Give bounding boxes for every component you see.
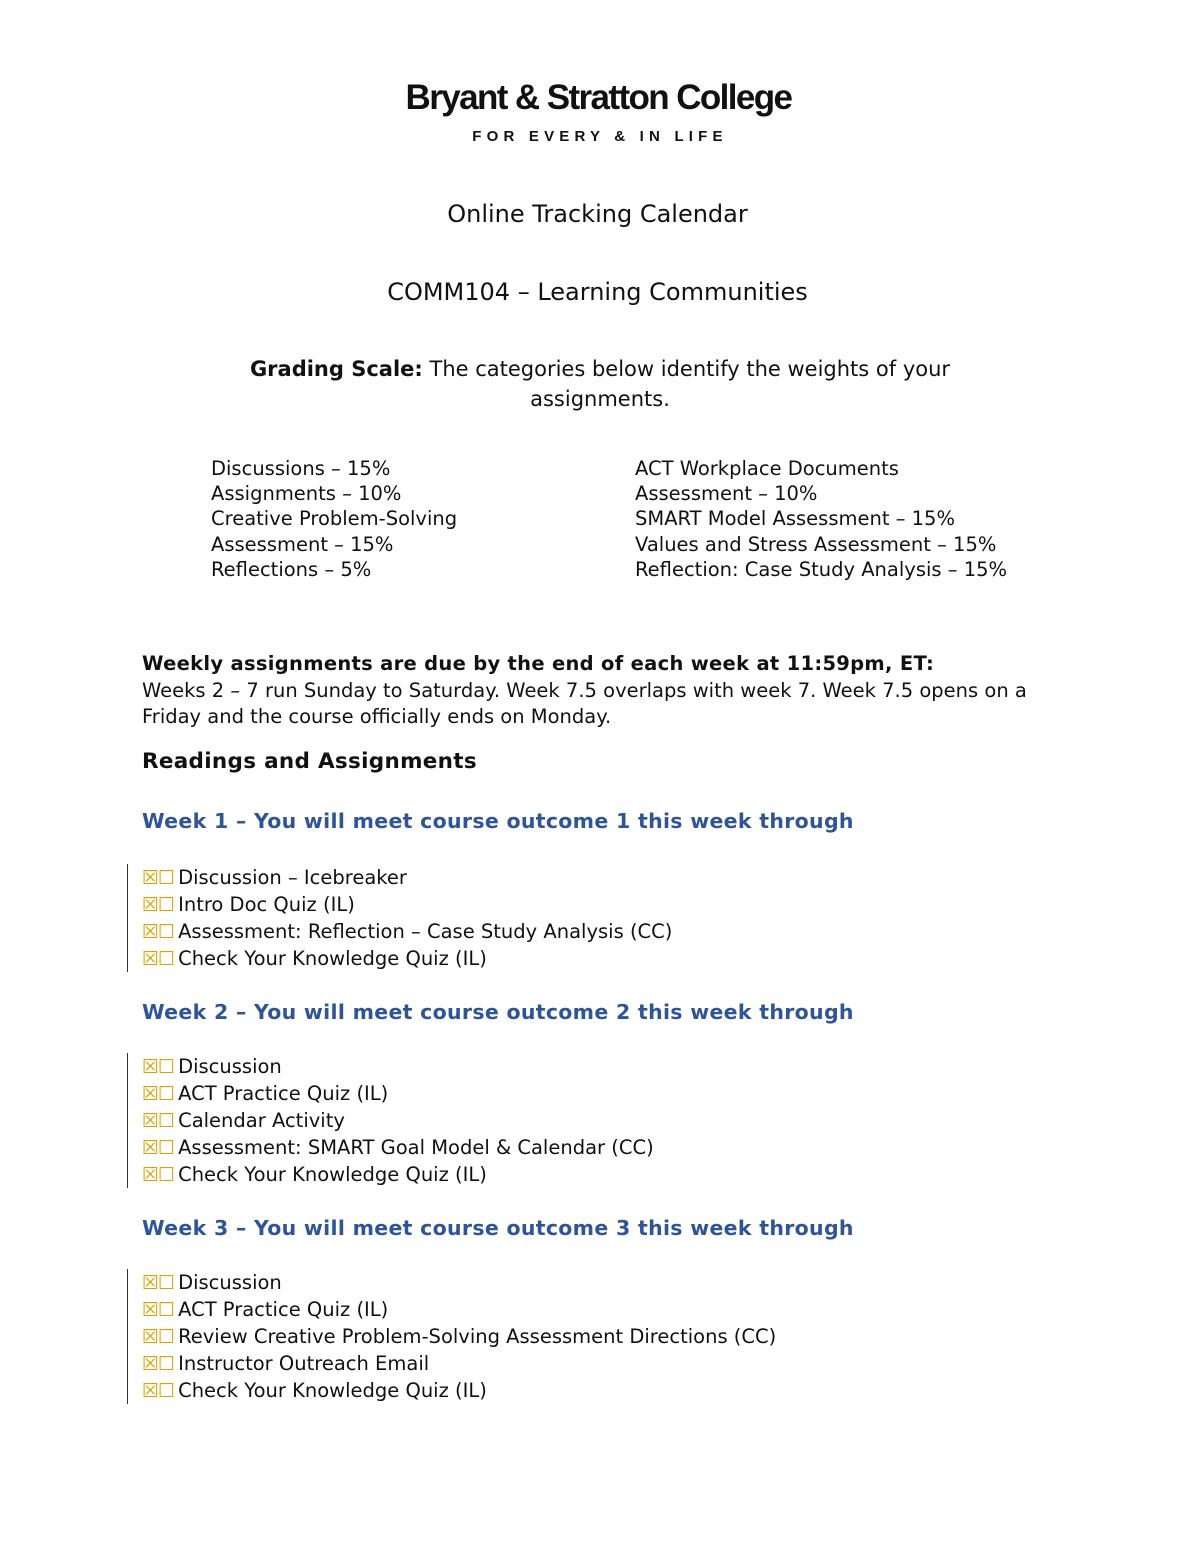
week-3-heading: Week 3 – You will meet course outcome 3 this week through: [142, 1216, 854, 1240]
list-item[interactable]: [142, 945, 672, 972]
list-item[interactable]: [142, 1053, 654, 1080]
checkbox-icon[interactable]: ☒☐: [142, 894, 175, 916]
list-item[interactable]: [142, 1134, 654, 1161]
checkbox-icon[interactable]: ☒☐: [142, 1083, 175, 1105]
checkbox-icon[interactable]: ☒☐: [142, 1110, 175, 1132]
checkbox-icon[interactable]: ☒☐: [142, 948, 175, 970]
week-1-list: [127, 864, 672, 972]
logo-name: Bryant & Stratton College: [405, 78, 792, 117]
checkbox-icon[interactable]: ☒☐: [142, 1299, 175, 1321]
weekly-due-heading: Weekly assignments are due by the end of each week at 11:59pm, ET:: [142, 652, 935, 675]
item-label: Instructor Outreach Email: [178, 1352, 430, 1375]
checkbox-icon[interactable]: ☒☐: [142, 1137, 175, 1159]
list-item[interactable]: [142, 891, 672, 918]
document-title: Online Tracking Calendar: [447, 200, 748, 228]
list-item[interactable]: [142, 1296, 776, 1323]
list-item[interactable]: [142, 1269, 776, 1296]
checkbox-icon[interactable]: ☒☐: [142, 921, 175, 943]
item-label: Calendar Activity: [178, 1109, 345, 1132]
grading-weights-right: ACT Workplace Documents Assessment – 10% SMART Model Assessment – 15% Values and Stress Assessment – 15% Reflection: Case Study Analysis – 15%: [635, 457, 1008, 581]
list-item[interactable]: [142, 1350, 776, 1377]
grading-weights-left: Discussions – 15% Assignments – 10% Creative Problem-Solving Assessment – 15% Reflections – 5%: [211, 457, 458, 581]
checkbox-icon[interactable]: ☒☐: [142, 1164, 175, 1186]
readings-heading: Readings and Assignments: [142, 749, 477, 774]
week-3-list: [127, 1269, 776, 1404]
item-label: Assessment: Reflection – Case Study Analysis (CC): [178, 920, 673, 943]
list-item[interactable]: [142, 1161, 654, 1188]
week-2-heading: Week 2 – You will meet course outcome 2 this week through: [142, 1000, 854, 1024]
week-2-list: [127, 1053, 654, 1188]
checkbox-icon[interactable]: ☒☐: [142, 1056, 175, 1078]
grading-scale-label: Grading Scale:: [249, 357, 423, 381]
item-label: Discussion – Icebreaker: [178, 866, 407, 889]
checkbox-icon[interactable]: ☒☐: [142, 1380, 175, 1402]
weekly-due-note: [142, 651, 1042, 731]
checkbox-icon[interactable]: ☒☐: [142, 1326, 175, 1348]
item-label: ACT Practice Quiz (IL): [178, 1082, 389, 1105]
item-label: Review Creative Problem-Solving Assessment Directions (CC): [178, 1325, 777, 1348]
logo-tagline: FOR EVERY & IN LIFE: [472, 128, 728, 145]
list-item[interactable]: [142, 1080, 654, 1107]
course-title: COMM104 – Learning Communities: [387, 278, 808, 306]
item-label: Intro Doc Quiz (IL): [178, 893, 355, 916]
item-label: Assessment: SMART Goal Model & Calendar (CC): [178, 1136, 654, 1159]
item-label: Check Your Knowledge Quiz (IL): [178, 1163, 487, 1186]
college-logo: [0, 78, 1200, 146]
weekly-due-text: Weeks 2 – 7 run Sunday to Saturday. Week 7.5 overlaps with week 7. Week 7.5 opens on a Friday and the course officially ends on Monday.: [142, 678, 1027, 728]
item-label: Discussion: [178, 1271, 282, 1294]
item-label: Check Your Knowledge Quiz (IL): [178, 1379, 487, 1402]
grading-scale-text: The categories below identify the weights of your assignments.: [422, 357, 951, 411]
checkbox-icon[interactable]: ☒☐: [142, 867, 175, 889]
item-label: ACT Practice Quiz (IL): [178, 1298, 389, 1321]
checkbox-icon[interactable]: ☒☐: [142, 1353, 175, 1375]
list-item[interactable]: [142, 918, 672, 945]
list-item[interactable]: [142, 864, 672, 891]
list-item[interactable]: [142, 1377, 776, 1404]
grading-scale: [190, 354, 1010, 414]
list-item[interactable]: [142, 1107, 654, 1134]
checkbox-icon[interactable]: ☒☐: [142, 1272, 175, 1294]
item-label: Check Your Knowledge Quiz (IL): [178, 947, 487, 970]
item-label: Discussion: [178, 1055, 282, 1078]
list-item[interactable]: [142, 1323, 776, 1350]
week-1-heading: Week 1 – You will meet course outcome 1 this week through: [142, 809, 854, 833]
